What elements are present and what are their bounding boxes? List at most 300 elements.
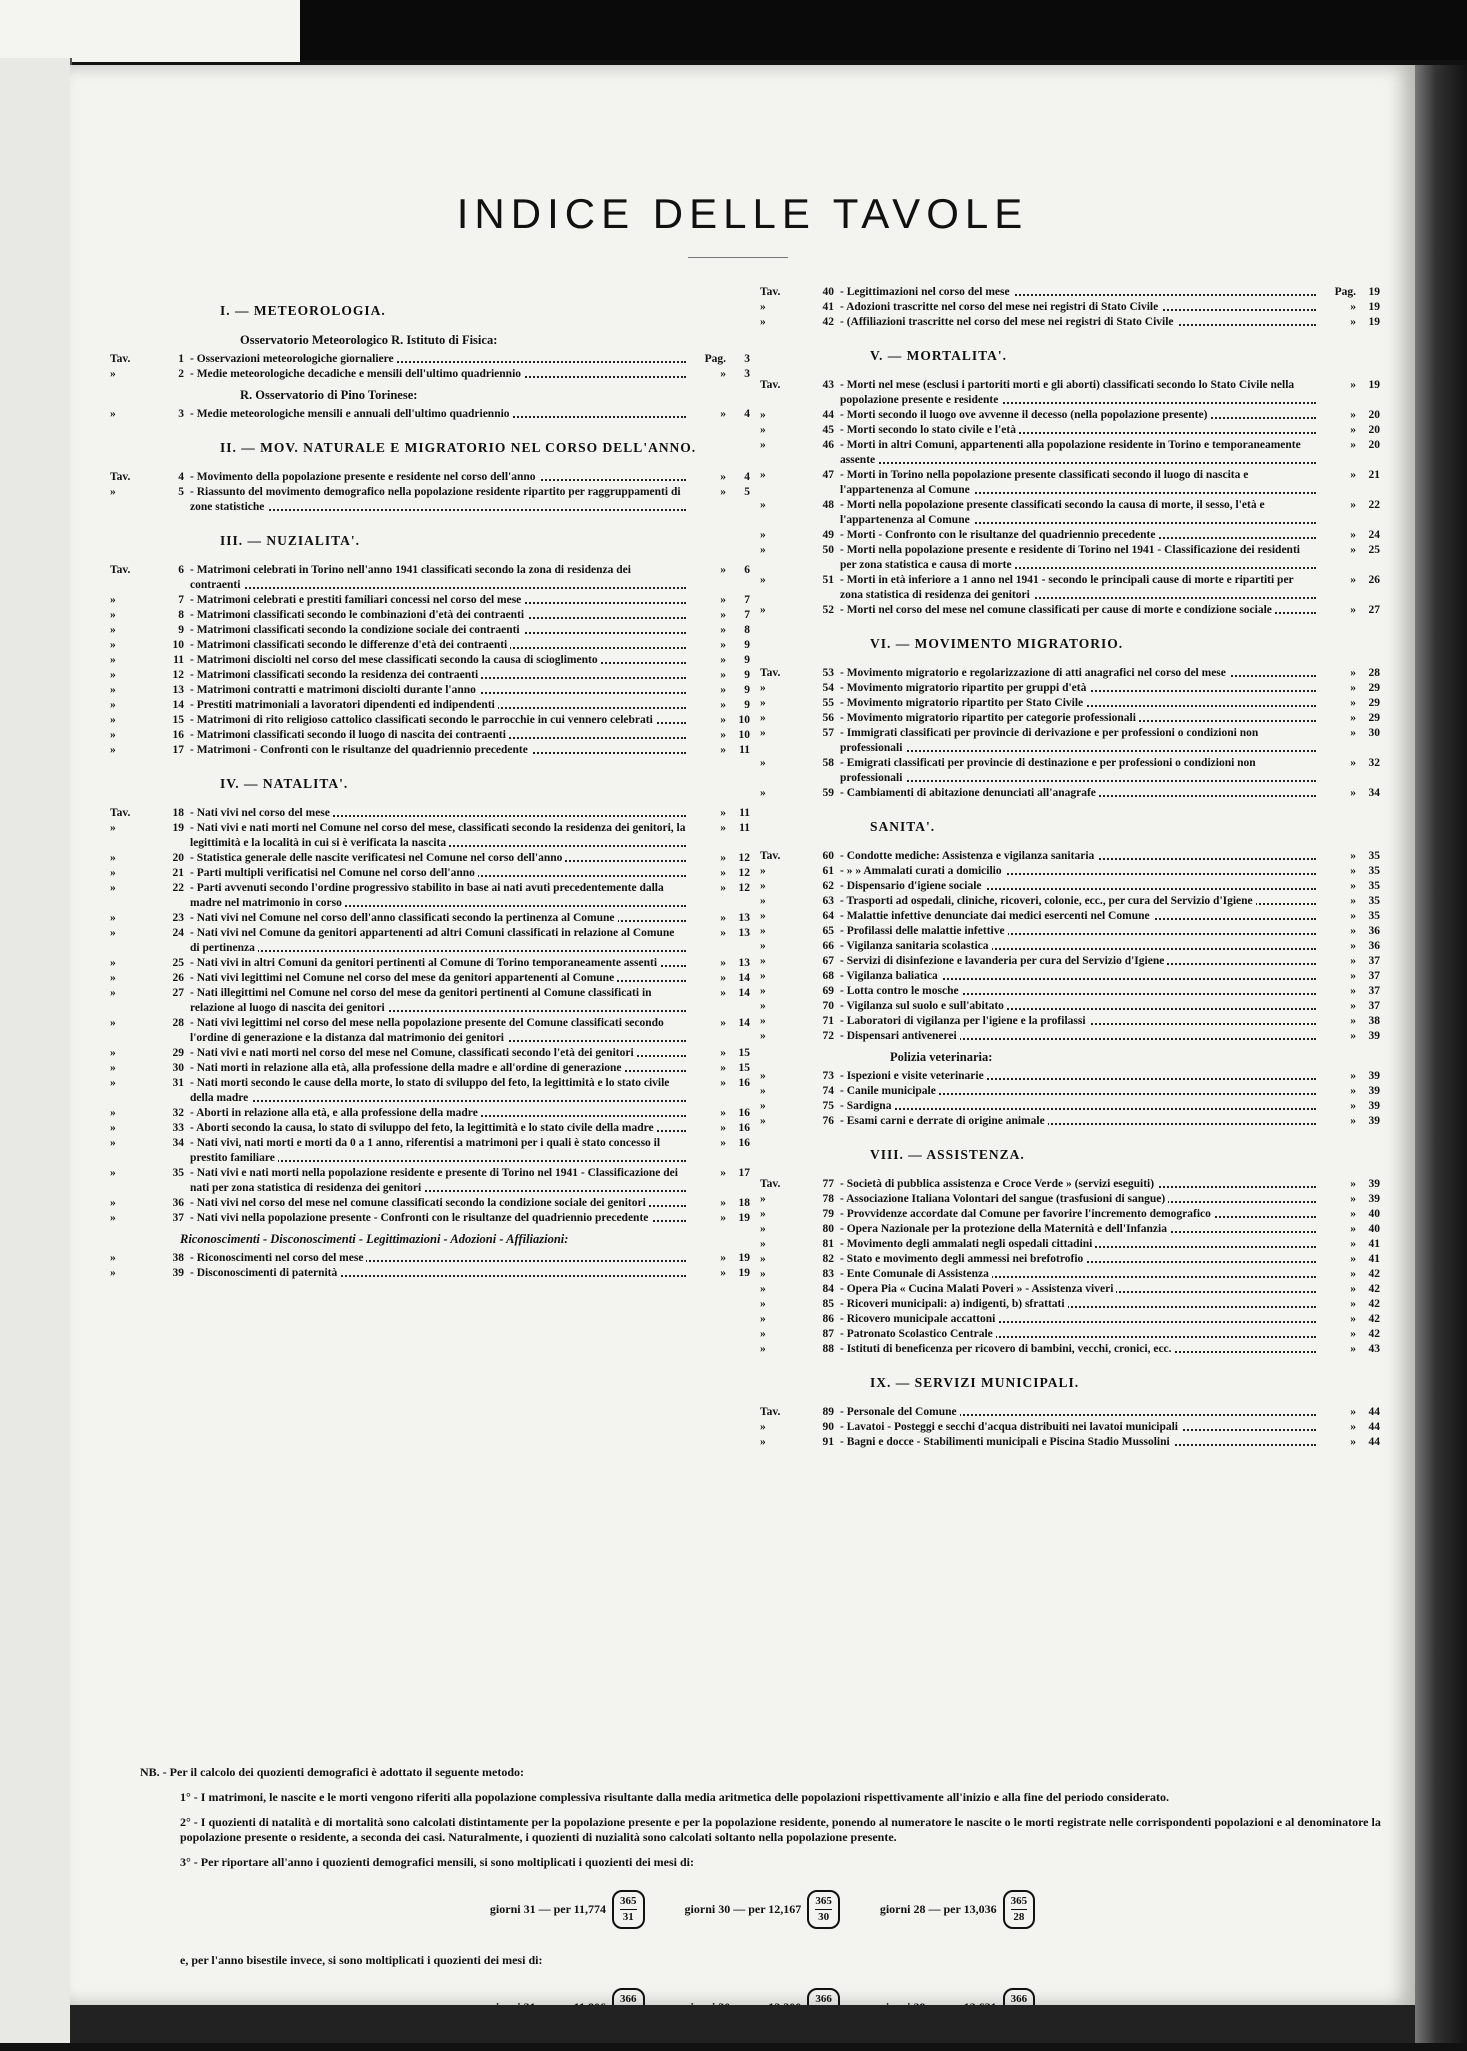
page-prefix: »: [1350, 1030, 1356, 1042]
entry-prefix: »: [760, 1085, 766, 1097]
page-number: 4: [744, 471, 750, 483]
entry-title: [840, 984, 1316, 999]
note-3: 3° - Per riportare all'anno i quozienti demografici mensili, si sono moltiplicati i quozienti dei mesi di:: [180, 1855, 694, 1869]
entry-title: [190, 352, 686, 367]
entry-title-text: - Legittimazioni nel corso del mese: [840, 286, 1013, 298]
page-number: 9: [744, 669, 750, 681]
index-entry: [110, 1251, 750, 1266]
page-number: 8: [744, 624, 750, 636]
table-number: 90: [822, 1421, 834, 1433]
entry-title: [190, 1076, 686, 1106]
entry-prefix: »: [110, 1017, 116, 1029]
entry-title-text: - Nati vivi e nati morti nel Comune nel corso del mese, classificati secondo la residenza dei genitori, la legittimità e la località in cui si è verificata la nascita: [190, 822, 686, 849]
index-entry: [760, 378, 1380, 408]
entry-prefix: »: [110, 1077, 116, 1089]
entry-title-text: - Bagni e docce - Stabilimenti municipali e Piscina Stadio Mussolini: [840, 1436, 1173, 1448]
table-number: 88: [822, 1343, 834, 1355]
entry-prefix: »: [760, 1115, 766, 1127]
entry-prefix: »: [760, 727, 766, 739]
index-entry: [760, 1435, 1380, 1450]
entry-title-text: - Ispezioni e visite veterinarie: [840, 1070, 987, 1082]
entry-title: [840, 864, 1316, 879]
page-number: 24: [1368, 529, 1380, 541]
page-number: 9: [744, 639, 750, 651]
entry-title-text: - Patronato Scolastico Centrale: [840, 1328, 996, 1340]
section-heading: IX. — SERVIZI MUNICIPALI.: [870, 1375, 1080, 1390]
page-number: 9: [744, 684, 750, 696]
index-entry: [760, 543, 1380, 573]
entry-title-text: - Adozioni trascritte nel corso del mese nei registri di Stato Civile: [840, 301, 1161, 313]
index-entry: [110, 593, 750, 608]
subsection-heading: Riconoscimenti - Disconoscimenti - Legittimazioni - Adozioni - Affiliazioni:: [180, 1232, 569, 1246]
entry-title: [840, 1099, 1316, 1114]
table-number: 60: [822, 850, 834, 862]
index-entry: [760, 1252, 1380, 1267]
entry-title: [190, 1136, 686, 1166]
index-entry: [760, 1014, 1380, 1029]
page-prefix: »: [720, 624, 726, 636]
page-prefix: »: [1350, 1115, 1356, 1127]
page-prefix: »: [1350, 529, 1356, 541]
entry-prefix: »: [110, 486, 116, 498]
index-entry: [110, 1196, 750, 1211]
table-number: 48: [822, 499, 834, 511]
scan-border-bottom: [70, 2005, 1415, 2043]
page-prefix: »: [1350, 1421, 1356, 1433]
page-number: 42: [1368, 1283, 1380, 1295]
fraction-denominator: 31: [622, 1911, 634, 1923]
table-number: 25: [172, 957, 184, 969]
formula-row-normal-year: [140, 1890, 1385, 1929]
formula: [685, 1890, 840, 1929]
table-number: 75: [822, 1100, 834, 1112]
entry-title: [190, 623, 686, 638]
page-prefix: »: [720, 594, 726, 606]
page-prefix: »: [720, 471, 726, 483]
note-1: 1° - I matrimoni, le nascite e le morti vengono riferiti alla popolazione complessiva risultante dalla media aritmetica delle popolazioni rispettivamente all'inizio e alla fine del periodo considerato.: [180, 1790, 1170, 1804]
entry-prefix: »: [760, 1000, 766, 1012]
page-number: 20: [1368, 439, 1380, 451]
index-entry: [760, 1069, 1380, 1084]
entry-title-text: - Nati vivi legittimi nel Comune nel corso del mese da genitori appartenenti al Comune: [190, 972, 617, 984]
section-heading: III. — NUZIALITA'.: [220, 533, 361, 548]
entry-title: [190, 593, 686, 608]
page-number: 37: [1368, 1000, 1380, 1012]
table-number: 2: [178, 368, 184, 380]
entry-title: [190, 1166, 686, 1196]
page-prefix: »: [720, 987, 726, 999]
entry-title: [840, 300, 1316, 315]
page-number: 11: [739, 822, 750, 834]
entry-title-text: - Parti multipli verificatisi nel Comune nel corso dell'anno: [190, 867, 478, 879]
index-entry: [110, 1211, 750, 1226]
entry-prefix: »: [760, 910, 766, 922]
note-nb: NB. - Per il calcolo dei quozienti demografici è adottato il seguente metodo:: [140, 1765, 525, 1779]
index-entry: [110, 1121, 750, 1136]
entry-title-text: - Ricovero municipale accattoni: [840, 1313, 998, 1325]
index-entry: [110, 971, 750, 986]
entry-title: [190, 608, 686, 623]
page-prefix: »: [1350, 1406, 1356, 1418]
table-number: 65: [822, 925, 834, 937]
page-prefix: »: [1350, 1193, 1356, 1205]
page-prefix: »: [1350, 316, 1356, 328]
index-entry: [760, 894, 1380, 909]
page-number: 19: [738, 1212, 750, 1224]
page-number: 13: [738, 927, 750, 939]
entry-prefix: »: [760, 955, 766, 967]
page-prefix: »: [720, 1062, 726, 1074]
entry-title-text: - Osservazioni meteorologiche giornaliere: [190, 353, 397, 365]
table-number: 32: [172, 1107, 184, 1119]
entry-title-text: - Statistica generale delle nascite verificatesi nel Comune nel corso dell'anno: [190, 852, 565, 864]
entry-prefix: Tav.: [760, 667, 781, 679]
entry-title-text: - Movimento degli ammalati negli ospedali cittadini: [840, 1238, 1095, 1250]
page-prefix: »: [720, 1107, 726, 1119]
entry-title-text: - Ente Comunale di Assistenza: [840, 1268, 992, 1280]
entry-prefix: »: [110, 624, 116, 636]
entry-prefix: »: [110, 957, 116, 969]
entry-title-text: - Nati morti secondo le cause della morte, lo stato di sviluppo del feto, la legittimità e lo stato civile della madre: [190, 1077, 670, 1104]
entry-title-text: - Morti in età inferiore a 1 anno nel 1941 - secondo le principali cause di morte e ripartiti per zona statistica di residenza dei genitori: [840, 574, 1294, 601]
table-number: 69: [822, 985, 834, 997]
fraction: [612, 1890, 645, 1929]
page-prefix: »: [720, 669, 726, 681]
entry-title: [190, 1016, 686, 1046]
page-number: 44: [1368, 1421, 1380, 1433]
table-number: 58: [822, 757, 834, 769]
section-heading: VIII. — ASSISTENZA.: [870, 1147, 1025, 1162]
index-entry: [760, 666, 1380, 681]
page-number: 41: [1368, 1253, 1380, 1265]
page-prefix: »: [720, 1252, 726, 1264]
page-prefix: »: [1350, 850, 1356, 862]
entry-prefix: »: [110, 912, 116, 924]
page-prefix: »: [720, 486, 726, 498]
table-number: 85: [822, 1298, 834, 1310]
index-entry: [760, 1084, 1380, 1099]
page-edge-right: [1415, 65, 1467, 2043]
entry-prefix: »: [760, 682, 766, 694]
table-number: 66: [822, 940, 834, 952]
subsection-heading: Osservatorio Meteorologico R. Istituto di Fisica:: [240, 333, 498, 347]
table-number: 52: [822, 604, 834, 616]
page-prefix: Pag.: [1334, 286, 1356, 298]
entry-title: [840, 378, 1316, 408]
page-prefix: »: [1350, 727, 1356, 739]
index-entry: [110, 743, 750, 758]
entry-title: [840, 1237, 1316, 1252]
entry-title-text: - Condotte mediche: Assistenza e vigilanza sanitaria: [840, 850, 1097, 862]
table-number: 19: [172, 822, 184, 834]
table-number: 23: [172, 912, 184, 924]
formula-label: giorni 30 — per 12,167: [684, 1902, 802, 1916]
index-entry: [760, 300, 1380, 315]
page-prefix: »: [720, 1017, 726, 1029]
table-number: 45: [822, 424, 834, 436]
entry-title-text: - Istituti di beneficenza per ricovero di bambini, vecchi, cronici, ecc.: [840, 1343, 1175, 1355]
entry-prefix: »: [110, 852, 116, 864]
table-number: 76: [822, 1115, 834, 1127]
index-entry: [110, 1266, 750, 1281]
entry-prefix: »: [760, 1343, 766, 1355]
page-number: 13: [738, 957, 750, 969]
page-prefix: »: [720, 852, 726, 864]
table-number: 8: [178, 609, 184, 621]
page-number: 32: [1368, 757, 1380, 769]
page-number: 39: [1368, 1100, 1380, 1112]
entry-prefix: »: [110, 594, 116, 606]
entry-title-text: - Matrimoni di rito religioso cattolico classificati secondo le parrocchie in cui vennero celebrati: [190, 714, 656, 726]
entry-title-text: - Movimento della popolazione presente e residente nel corso dell'anno: [190, 471, 539, 483]
entry-title: [190, 1266, 686, 1281]
page-prefix: »: [1350, 712, 1356, 724]
index-entry: [110, 728, 750, 743]
entry-prefix: »: [110, 654, 116, 666]
page-prefix: »: [720, 714, 726, 726]
entry-title: [190, 1061, 686, 1076]
fraction-numerator: 366: [1011, 1992, 1028, 2008]
page-prefix: »: [1350, 1253, 1356, 1265]
entry-title-text: - Matrimoni celebrati e prestiti familiari concessi nel corso del mese: [190, 594, 524, 606]
entry-prefix: »: [760, 1223, 766, 1235]
table-number: 10: [172, 639, 184, 651]
entry-title: [190, 698, 686, 713]
fraction-numerator: 366: [620, 1992, 637, 2008]
page-number: 39: [1368, 1178, 1380, 1190]
page-number: 15: [738, 1062, 750, 1074]
table-number: 67: [822, 955, 834, 967]
entry-title-text: - Laboratori di vigilanza per l'igiene e la profilassi: [840, 1015, 1089, 1027]
index-entry: [760, 1297, 1380, 1312]
index-entry: [760, 726, 1380, 756]
table-number: 84: [822, 1283, 834, 1295]
fraction: [1003, 1890, 1036, 1929]
index-entry: [760, 924, 1380, 939]
page-number: 19: [1368, 301, 1380, 313]
entry-title: [840, 726, 1316, 756]
index-entry: [110, 638, 750, 653]
table-number: 46: [822, 439, 834, 451]
entry-title: [190, 851, 686, 866]
index-entry: [760, 1327, 1380, 1342]
table-number: 5: [178, 486, 184, 498]
entry-title-text: - Morti - Confronto con le risultanze del quadriennio precedente: [840, 529, 1158, 541]
page-number: 19: [1368, 286, 1380, 298]
page-number: 5: [744, 486, 750, 498]
index-entry: [760, 1237, 1380, 1252]
entry-title-text: - Nati vivi nel corso del mese: [190, 807, 333, 819]
page-number: 35: [1368, 865, 1380, 877]
page-prefix: »: [720, 1137, 726, 1149]
table-number: 73: [822, 1070, 834, 1082]
entry-title: [190, 728, 686, 743]
entry-title-text: - Profilassi delle malattie infettive: [840, 925, 1008, 937]
page-prefix: »: [1350, 667, 1356, 679]
page-prefix: »: [1350, 544, 1356, 556]
page-number: 43: [1368, 1343, 1380, 1355]
page-prefix: Pag.: [704, 353, 726, 365]
table-number: 53: [822, 667, 834, 679]
page-prefix: »: [1350, 1436, 1356, 1448]
entry-title-text: - Medie meteorologiche decadiche e mensili dell'ultimo quadriennio: [190, 368, 524, 380]
page-prefix: »: [1350, 697, 1356, 709]
page-number: 12: [738, 882, 750, 894]
entry-title: [190, 743, 686, 758]
page-prefix: »: [1350, 1238, 1356, 1250]
page-prefix: »: [1350, 865, 1356, 877]
entry-title: [190, 821, 686, 851]
table-number: 35: [172, 1167, 184, 1179]
table-number: 3: [178, 408, 184, 420]
page-number: 9: [744, 699, 750, 711]
entry-prefix: »: [760, 787, 766, 799]
index-entry: [110, 806, 750, 821]
table-number: 4: [178, 471, 184, 483]
entry-prefix: »: [760, 1030, 766, 1042]
entry-title-text: - Associazione Italiana Volontari del sangue (trasfusioni di sangue): [840, 1193, 1168, 1205]
page-prefix: »: [720, 744, 726, 756]
page-number: 16: [738, 1077, 750, 1089]
index-entry: [110, 698, 750, 713]
table-number: 38: [172, 1252, 184, 1264]
subsection-heading: R. Osservatorio di Pino Torinese:: [240, 388, 418, 402]
page-number: 14: [738, 972, 750, 984]
entry-title-text: - Matrimoni contratti e matrimoni disciolti durante l'anno: [190, 684, 479, 696]
page-prefix: »: [720, 729, 726, 741]
page-prefix: »: [720, 699, 726, 711]
page-number: 12: [738, 852, 750, 864]
entry-title-text: - Esami carni e derrate di origine animale: [840, 1115, 1048, 1127]
entry-title: [840, 1029, 1316, 1044]
entry-title-text: - Morti nel mese (esclusi i partoriti morti e gli aborti) classificati secondo lo Stato Civile nella popolazione presente e residente: [840, 379, 1295, 406]
table-number: 56: [822, 712, 834, 724]
table-number: 47: [822, 469, 834, 481]
page-number: 39: [1368, 1115, 1380, 1127]
entry-title: [840, 954, 1316, 969]
index-entry: [110, 668, 750, 683]
table-number: 51: [822, 574, 834, 586]
entry-title: [190, 367, 686, 382]
entry-prefix: »: [110, 729, 116, 741]
table-number: 31: [172, 1077, 184, 1089]
table-number: 74: [822, 1085, 834, 1097]
index-entry: [760, 468, 1380, 498]
entry-title: [840, 315, 1316, 330]
page-prefix: »: [720, 972, 726, 984]
entry-title: [840, 1312, 1316, 1327]
table-number: 20: [172, 852, 184, 864]
entry-title: [840, 939, 1316, 954]
title-divider: [688, 257, 788, 258]
page-prefix: »: [1350, 574, 1356, 586]
page-prefix: »: [720, 1212, 726, 1224]
entry-prefix: »: [760, 1313, 766, 1325]
index-entry: [110, 367, 750, 382]
table-number: 72: [822, 1030, 834, 1042]
page-prefix: »: [1350, 1343, 1356, 1355]
index-entry: [110, 470, 750, 485]
entry-title: [840, 999, 1316, 1014]
entry-prefix: »: [760, 940, 766, 952]
entry-title-text: - Nati vivi e nati morti nel corso del mese nel Comune, classificati secondo l'età dei genitori: [190, 1047, 637, 1059]
index-entry: [760, 756, 1380, 786]
entry-title-text: - Nati vivi legittimi nel corso del mese nella popolazione presente del Comune classificati secondo l'ordine di generazione e la distanza dal matrimonio dei genitori: [190, 1017, 664, 1044]
entry-prefix: »: [760, 757, 766, 769]
index-column-left: [110, 285, 750, 1281]
page-title: INDICE DELLE TAVOLE: [456, 190, 1029, 237]
entry-title: [840, 498, 1316, 528]
entry-title-text: - Morti nel corso del mese nel comune classificati per cause di morte e condizione sociale: [840, 604, 1275, 616]
entry-prefix: »: [110, 1167, 116, 1179]
table-number: 14: [172, 699, 184, 711]
page-number: 40: [1368, 1223, 1380, 1235]
entry-title: [840, 1114, 1316, 1129]
page-prefix: »: [1350, 301, 1356, 313]
entry-title: [190, 1211, 686, 1226]
entry-title-text: - Morti in altri Comuni, appartenenti alla popolazione residente in Torino e temporaneamente assente: [840, 439, 1301, 466]
entry-prefix: »: [110, 1047, 116, 1059]
page-prefix: »: [1350, 787, 1356, 799]
entry-prefix: Tav.: [110, 807, 131, 819]
table-number: 44: [822, 409, 834, 421]
page-number: 42: [1368, 1313, 1380, 1325]
fraction-numerator: 365: [620, 1894, 637, 1910]
page-number: 13: [738, 912, 750, 924]
entry-prefix: »: [760, 1268, 766, 1280]
table-number: 36: [172, 1197, 184, 1209]
page-number: 3: [744, 353, 750, 365]
entry-prefix: »: [110, 744, 116, 756]
page-prefix: »: [1350, 424, 1356, 436]
page-prefix: »: [720, 867, 726, 879]
entry-title: [840, 1405, 1316, 1420]
entry-title: [190, 806, 686, 821]
entry-prefix: »: [760, 1238, 766, 1250]
table-number: 79: [822, 1208, 834, 1220]
index-entry: [760, 969, 1380, 984]
table-number: 70: [822, 1000, 834, 1012]
entry-prefix: »: [110, 1107, 116, 1119]
table-number: 78: [822, 1193, 834, 1205]
table-number: 27: [172, 987, 184, 999]
page-prefix: »: [720, 654, 726, 666]
entry-prefix: »: [760, 574, 766, 586]
entry-title: [190, 713, 686, 728]
entry-prefix: »: [760, 424, 766, 436]
entry-prefix: »: [760, 529, 766, 541]
page-number: 39: [1368, 1085, 1380, 1097]
entry-prefix: Tav.: [760, 850, 781, 862]
entry-prefix: »: [110, 1267, 116, 1279]
page-number: 21: [1368, 469, 1380, 481]
entry-prefix: »: [110, 972, 116, 984]
entry-title-text: - Sardigna: [840, 1100, 894, 1112]
table-number: 1: [178, 353, 184, 365]
index-entry: [110, 563, 750, 593]
entry-title-text: - Matrimoni - Confronti con le risultanze del quadriennio precedente: [190, 744, 531, 756]
index-entry: [760, 498, 1380, 528]
page-number: 35: [1368, 850, 1380, 862]
page-prefix: »: [1350, 985, 1356, 997]
entry-title-text: - Nati vivi, nati morti e morti da 0 a 1 anno, riferentisi a matrimoni per i quali è stato concesso il prestito familiare: [190, 1137, 661, 1164]
index-entry: [110, 352, 750, 367]
index-entry: [110, 1061, 750, 1076]
page-prefix: »: [720, 368, 726, 380]
fraction-denominator: 28: [1013, 1911, 1025, 1923]
table-number: 22: [172, 882, 184, 894]
entry-title-text: - Nati vivi nel Comune da genitori appartenenti ad altri Comuni classificati in relazione al Comune di pertinenza: [190, 927, 675, 954]
